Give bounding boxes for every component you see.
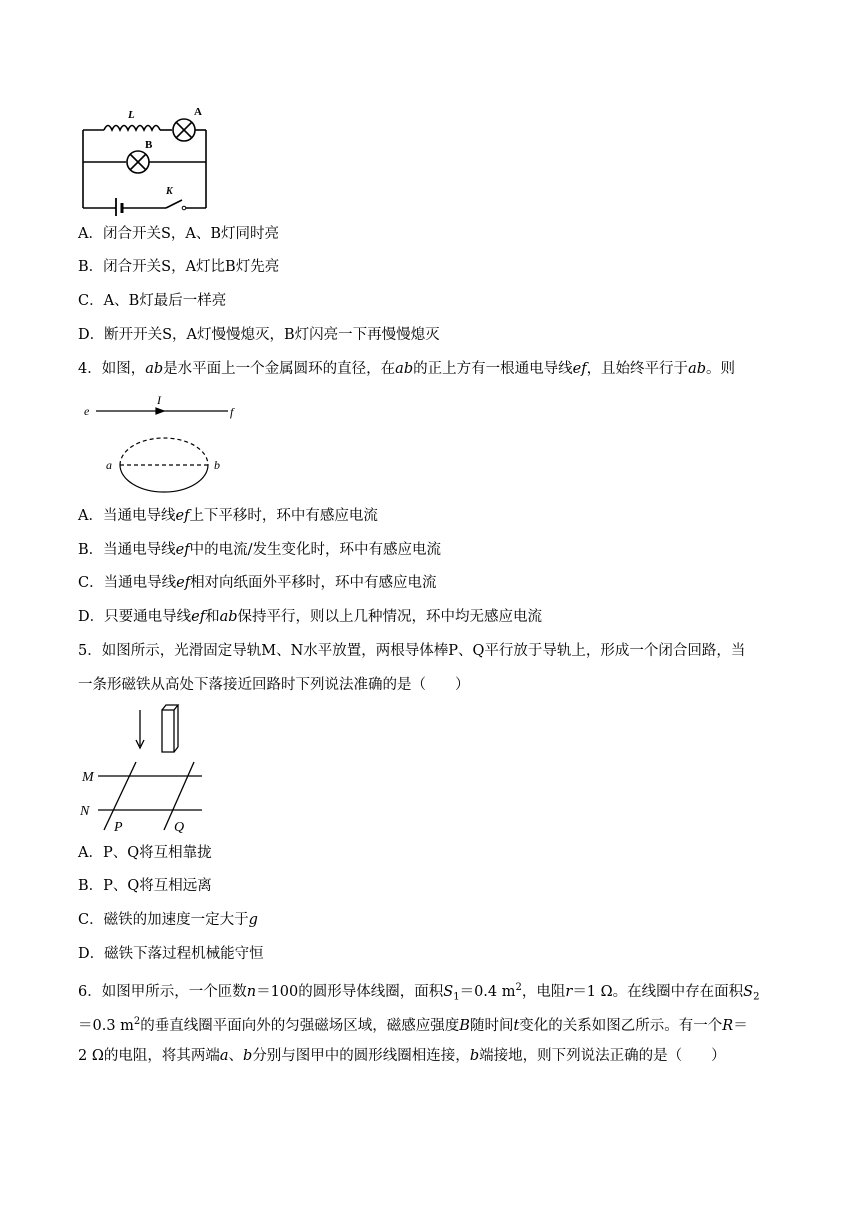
q4-option-b: B．当通电导线ef中的电流/发生变化时，环中有感应电流 xyxy=(78,542,441,558)
q6-stem-line3: 2 Ω的电阻，将其两端a、b分别与图甲中的圆形线圈相连接，b端接地，则下列说法正确的是（ ） xyxy=(78,1048,726,1064)
q5-option-b: B．P、Q将互相远离 xyxy=(78,878,212,894)
q3-option-a: A．闭合开关S，A、B灯同时亮 xyxy=(78,226,280,242)
circuit-figure-q3 xyxy=(78,104,218,216)
label-B: B xyxy=(145,139,153,151)
q6-stem-line1: 6．如图甲所示，一个匝数n＝100的圆形导体线圈，面积$S_1=0.4$ $m^2$，电阻r＝1 Ω。在线圈中存在面积$S_2$ xyxy=(78,982,760,1003)
label-K: K xyxy=(166,186,173,197)
label-a: a xyxy=(106,458,112,472)
q5-stem-line1: 5．如图所示，光滑固定导轨M、N水平放置，两根导体棒P、Q平行放于导轨上，形成一个闭合回路，当 xyxy=(78,643,746,659)
label-b: b xyxy=(214,458,220,472)
q6-stem-line2: ＝0.3 $m^2$的垂直线圈平面向外的匀强磁场区域，磁感应强度B随时间t变化的关系如图乙所示。有一个R＝ xyxy=(78,1016,748,1034)
label-Q: Q xyxy=(174,820,185,834)
q5-option-a: A．P、Q将互相靠拢 xyxy=(78,845,212,861)
label-f: f xyxy=(230,405,234,419)
label-N: N xyxy=(80,804,90,819)
label-P: P xyxy=(114,820,123,834)
q5-stem-line2: 一条形磁铁从高处下落接近回路时下列说法准确的是（ ） xyxy=(78,677,470,693)
wire-ring-figure-q4 xyxy=(78,394,248,494)
q3-option-d: D．断开开关S，A灯慢慢熄灭，B灯闪亮一下再慢慢熄灭 xyxy=(78,327,440,343)
label-I: I xyxy=(157,394,161,407)
q5-option-c: C．磁铁的加速度一定大于g xyxy=(78,912,258,928)
q4-option-c: C．当通电导线ef相对向纸面外平移时，环中有感应电流 xyxy=(78,575,437,591)
q3-option-b: B．闭合开关S，A灯比B灯先亮 xyxy=(78,259,280,275)
q4-stem: 4．如图，ab是水平面上一个金属圆环的直径，在ab的正上方有一根通电导线ef，且始终平行于ab。则 xyxy=(78,361,735,377)
label-L: L xyxy=(128,109,135,121)
rails-magnet-figure-q5 xyxy=(78,702,218,834)
q4-option-d: D．只要通电导线ef和ab保持平行，则以上几种情况，环中均无感应电流 xyxy=(78,609,543,625)
label-M: M xyxy=(82,770,94,785)
label-A: A xyxy=(194,106,202,118)
q5-option-d: D．磁铁下落过程机械能守恒 xyxy=(78,946,264,962)
q4-option-a: A．当通电导线ef上下平移时，环中有感应电流 xyxy=(78,508,378,524)
label-e: e xyxy=(84,404,90,418)
q3-option-c: C．A、B灯最后一样亮 xyxy=(78,293,227,309)
